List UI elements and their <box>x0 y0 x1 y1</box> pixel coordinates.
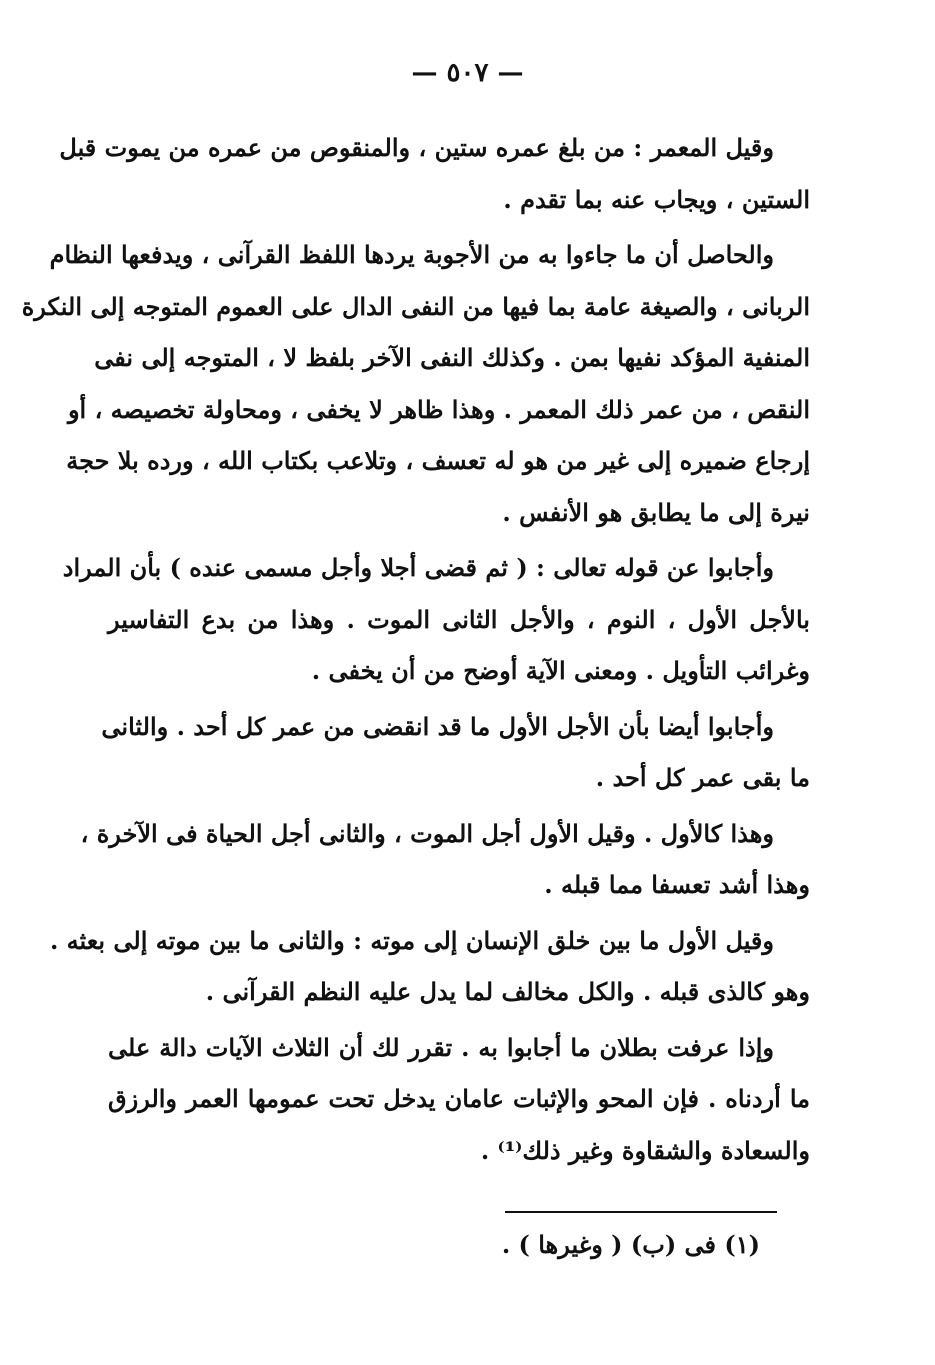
text-line: ما بقى عمر كل أحد . <box>595 763 810 792</box>
text-line: نيرة إلى ما يطابق هو الأنفس . <box>502 497 810 527</box>
text-line: والحاصل أن ما جاءوا به من الأجوبة يردها اللفظ القرآنى ، ويدفعها النظام <box>49 240 774 269</box>
paragraph <box>108 1022 810 1177</box>
paragraph <box>101 701 810 804</box>
paragraph <box>62 542 810 697</box>
paragraph <box>59 122 810 225</box>
text-line: الستين ، ويجاب عنه بما تقدم . <box>503 184 810 214</box>
text-line: وأجابوا أيضا بأن الأجل الأول ما قد انقضى من عمر كل أحد . والثانى <box>101 711 774 741</box>
text-line: بالأجل الأول ، النوم ، والأجل الثانى الموت . وهذا من بدع التفاسير <box>108 604 810 634</box>
text-line: ما أردناه . فإن المحو والإثبات عامان يدخل تحت عمومها العمر والرزق <box>108 1084 810 1113</box>
text-line: وهو كالذى قبله . والكل مخالف لما يدل عليه النظم القرآنى . <box>205 977 810 1006</box>
text-line: وهذا كالأول . وقيل الأول أجل الموت ، والثانى أجل الحياة فى الآخرة ، <box>80 818 774 848</box>
paragraph <box>49 915 810 1018</box>
text-line: النقص ، من عمر ذلك المعمر . وهذا ظاهر لا يخفى ، ومحاولة تخصيصه ، أو <box>67 394 810 424</box>
text-line: وإذا عرفت بطلان ما أجابوا به . تقرر لك أن الثلاث الآيات دالة على <box>108 1032 774 1062</box>
paragraph <box>80 808 810 911</box>
text-line: المنفية المؤكد نفيها بمن . وكذلك النفى الآخر بلفظ لا ، المتوجه إلى نفى <box>94 343 810 372</box>
text-line: والسعادة والشقاوة وغير ذلك⁽¹⁾ . <box>480 1135 810 1165</box>
body-text <box>21 122 810 1176</box>
page-number: — ٥٠٧ — <box>411 58 524 88</box>
text-line: إرجاع ضميره إلى غير من هو له تعسف ، وتلاعب بكتاب الله ، ورده بلا حجة <box>66 446 810 475</box>
paragraph <box>21 229 810 538</box>
text-line: الربانى ، والصيغة عامة بما فيها من النفى الدال على العموم المتوجه إلى النكرة <box>21 291 810 321</box>
text-line: وهذا أشد تعسفا مما قبله . <box>544 870 810 899</box>
footnote: (١) فى (ب) ( وغيرها ) . <box>501 1230 760 1259</box>
text-line: وقيل المعمر : من بلغ عمره ستين ، والمنقوص من عمره من يموت قبل <box>59 133 774 162</box>
text-line: وأجابوا عن قوله تعالى : ( ثم قضى أجلا وأجل مسمى عنده ) بأن المراد <box>62 553 774 582</box>
text-line: وقيل الأول ما بين خلق الإنسان إلى موته : والثانى ما بين موته إلى بعثه . <box>49 925 774 955</box>
text-line: وغرائب التأويل . ومعنى الآية أوضح من أن يخفى . <box>311 656 810 685</box>
footnote-separator <box>505 1211 777 1213</box>
